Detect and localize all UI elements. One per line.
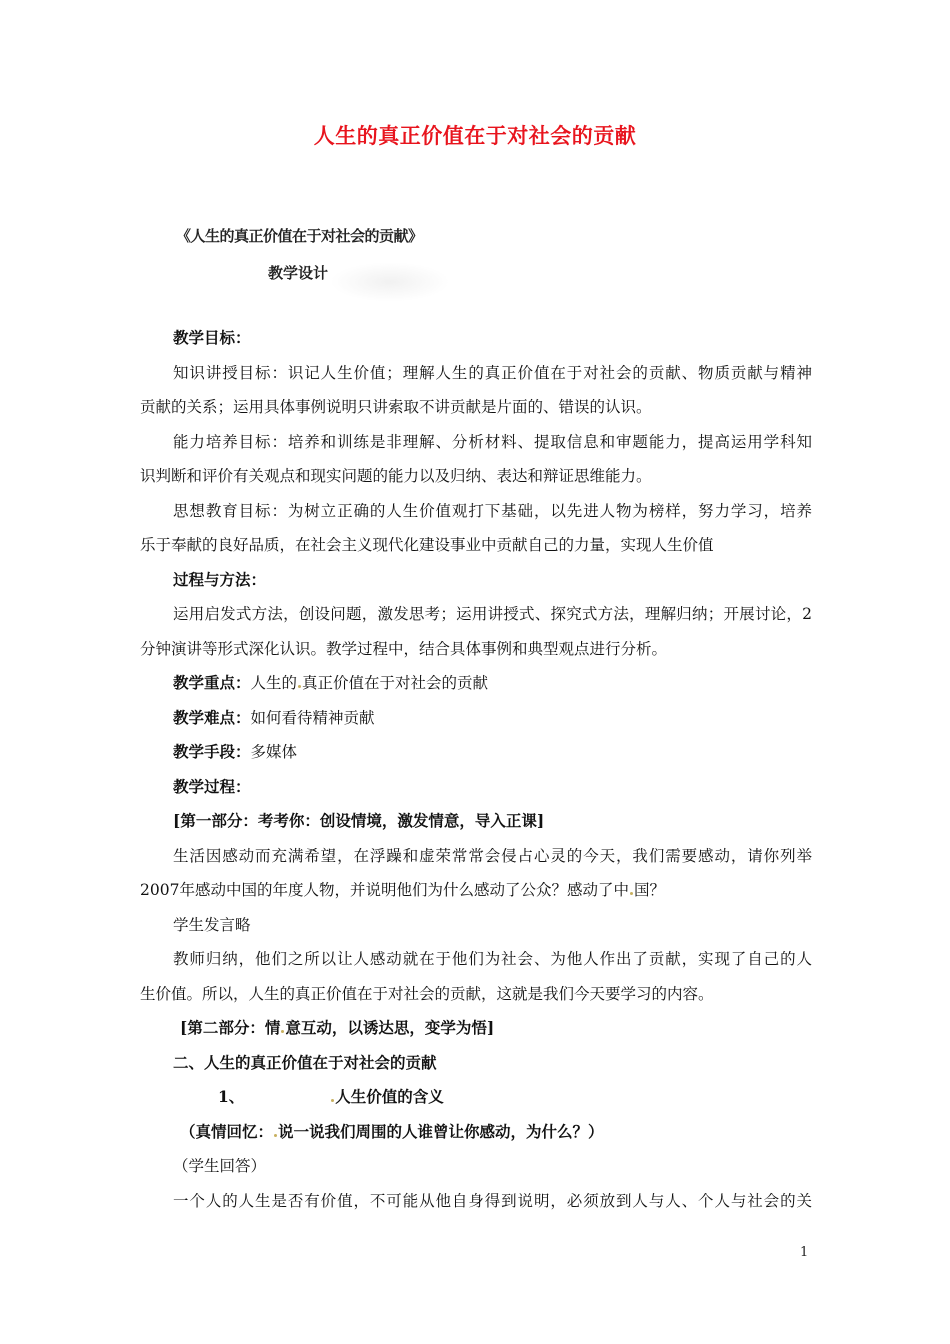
document-subtitle: 《人生的真正价值在于对社会的贡献》 <box>176 227 423 245</box>
part1-text-2a: 2007年感动中国的年度人物，并说明他们为什么感动了公众？感动了中 <box>140 881 629 899</box>
scan-dot <box>274 1134 277 1137</box>
part2-heading <box>140 1011 812 1046</box>
part2-heading-a: [第二部分：情 <box>180 1018 281 1037</box>
recall-prompt <box>140 1115 812 1150</box>
design-subtitle: 教学设计 <box>268 264 329 282</box>
teacher-summary-line-1: 教师归纳，他们之所以让人感动就在于他们为社会、为他人作出了贡献，实现了自己的人 <box>173 950 812 968</box>
page-number: 1 <box>800 1245 809 1260</box>
key-point-label: 教学重点： <box>173 673 251 692</box>
key-point-value-a: 人生的 <box>250 674 298 692</box>
thought-goal-line-1: 思想教育目标：为树立正确的人生价值观打下基础，以先进人物为榜样，努力学习，培养 <box>173 501 812 520</box>
section2-heading: 二、人生的真正价值在于对社会的贡献 <box>173 1052 437 1072</box>
key-point-row <box>140 666 812 701</box>
teacher-summary-line-2: 生价值。所以，人生的真正价值在于对社会的贡献，这就是我们今天要学习的内容。 <box>140 984 714 1003</box>
ability-goal-line-2: 识判断和评价有关观点和现实问题的能力以及归纳、表达和辩证思维能力。 <box>140 467 652 485</box>
scan-dot <box>630 892 633 895</box>
part1-heading: [第一部分：考考你：创设情境，激发情意，导入正课] <box>173 811 545 830</box>
part1-text-2b: 国？ <box>633 881 665 899</box>
thought-goal-text: 乐于奉献的良好品质，在社会主义现代化建设事业中贡献自己的力量，实现人生价值 <box>140 536 714 554</box>
difficulty-label: 教学难点： <box>173 707 251 727</box>
scan-dot <box>298 685 301 688</box>
scan-smudge <box>330 262 450 302</box>
part1-text-line-1: 生活因感动而充满希望，在浮躁和虚荣常常会侵占心灵的今天，我们需要感动，请你列举 <box>173 846 812 865</box>
process-line-1: 运用启发式方法，创设问题，激发思考；运用讲授式、探究式方法，理解归纳；开展讨论，2 <box>173 605 812 623</box>
recall-prompt-b: 说一说我们周围的人谁曾让你感动，为什么？） <box>278 1121 604 1141</box>
means-label: 教学手段： <box>173 742 251 761</box>
means-value: 多媒体 <box>250 743 298 761</box>
scan-dot <box>281 1030 284 1033</box>
last-line: 一个人的人生是否有价值，不可能从他自身得到说明，必须放到人与人、个人与社会的关 <box>173 1191 812 1210</box>
student-speech: 学生发言略 <box>173 915 251 934</box>
goals-heading: 教学目标： <box>173 328 251 347</box>
knowledge-goal-line-2: 贡献的关系；运用具体事例说明只讲索取不讲贡献是片面的、错误的认识。 <box>140 398 652 416</box>
item1-title: 人生价值的含义 <box>335 1087 444 1106</box>
thought-goal-line-2 <box>140 528 812 563</box>
process-line-2: 分钟演讲等形式深化认识。教学过程中，结合具体事例和典型观点进行分析。 <box>140 639 668 658</box>
scan-dot <box>331 1099 334 1102</box>
process-heading: 过程与方法： <box>173 569 267 589</box>
ability-goal-line-1: 能力培养目标：培养和训练是非理解、分析材料、提取信息和审题能力，提高运用学科知 <box>173 432 812 451</box>
recall-prompt-a: （真情回忆： <box>180 1121 274 1141</box>
part2-heading-b: 意互动，以诱达思，变学为悟] <box>285 1018 495 1037</box>
student-answer: （学生回答） <box>173 1157 267 1175</box>
key-point-value-b: 真正价值在于对社会的贡献 <box>302 674 489 692</box>
knowledge-goal-line-1: 知识讲授目标：识记人生价值；理解人生的真正价值在于对社会的贡献、物质贡献与精神 <box>173 363 812 382</box>
means-row <box>140 735 812 770</box>
item1-heading <box>140 1080 812 1115</box>
difficulty-value: 如何看待精神贡献 <box>250 708 375 727</box>
difficulty-row <box>140 701 812 736</box>
steps-heading: 教学过程： <box>173 776 251 796</box>
part1-text-line-2 <box>140 873 812 908</box>
document-body <box>140 321 812 1218</box>
page-title: 人生的真正价值在于对社会的贡献 <box>313 123 637 148</box>
item1-number: 1、 <box>218 1087 245 1106</box>
